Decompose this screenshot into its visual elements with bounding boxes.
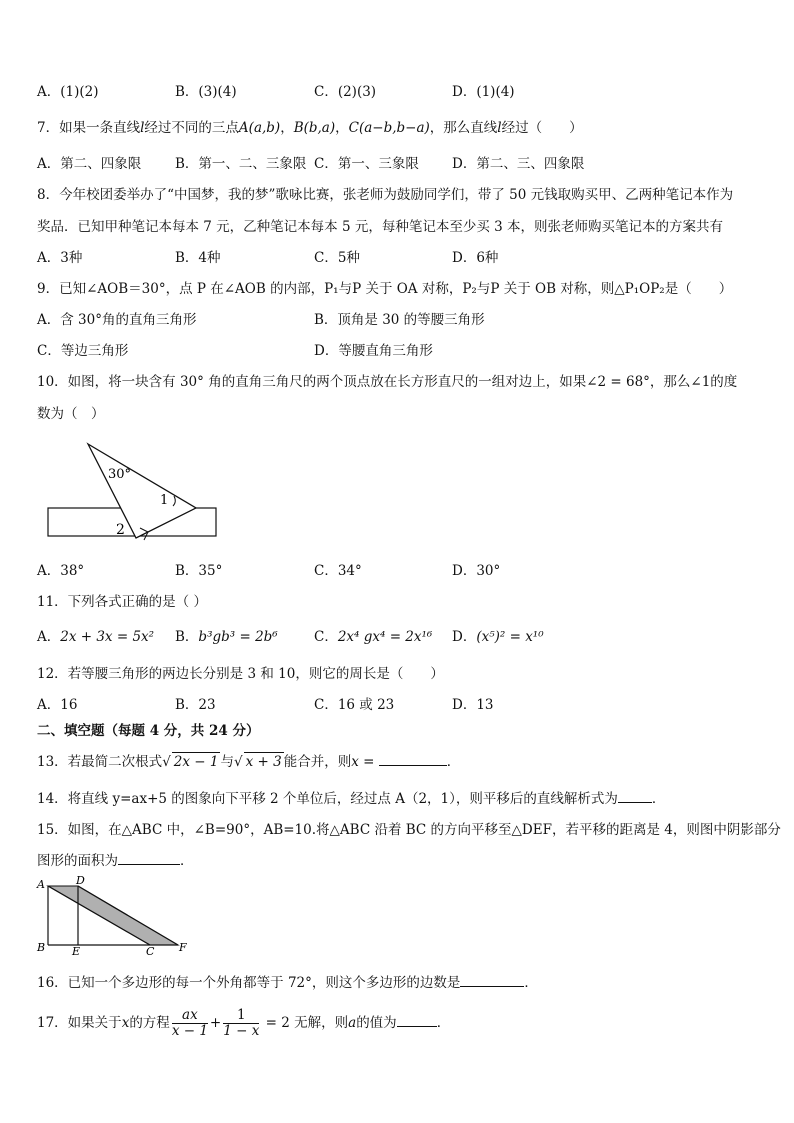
q7-point-b: B(b,a) — [293, 120, 336, 136]
q13-question — [37, 752, 460, 771]
segment-df — [78, 886, 178, 945]
q8-line1: 8．今年校团委举办了“中国梦，我的梦”歌咏比赛，张老师为鼓励同学们，带了 50 元钱取购买甲、乙两种笔记本作为 — [37, 187, 734, 203]
option-label: C． — [314, 629, 338, 645]
option-expression: b³gb³ = 2b⁶ — [198, 629, 278, 645]
label-d: D — [76, 876, 85, 887]
q9-option-c: C．等边三角形 — [37, 343, 129, 359]
sqrt-sign: √ — [162, 754, 171, 770]
q8-option-a: A．3种 — [37, 250, 83, 266]
q13-text: 13．若最简二次根式 — [37, 754, 163, 770]
q15-figure — [36, 876, 192, 956]
q8-option-d: D．6种 — [452, 250, 499, 266]
segment-ac — [48, 886, 150, 945]
q7-text: 7．如果一条直线 — [37, 120, 141, 136]
q13-text: 能合并，则 — [283, 754, 352, 770]
fraction-2 — [223, 1008, 259, 1039]
q11-question: 11．下列各式正确的是（ ） — [37, 594, 207, 610]
q10-line1: 10．如图，将一块含有 30° 角的直角三角尺的两个顶点放在长方形直尺的一组对边上，如果∠2 = 68°，那么∠1的度 — [37, 374, 738, 390]
fraction-numerator: 1 — [223, 1008, 259, 1024]
q7-point-c: C(a−b,b−a) — [348, 120, 430, 136]
q17-text: 的值为 — [356, 1015, 397, 1031]
label-e: E — [72, 945, 81, 956]
fraction-denominator: 1 − x — [223, 1023, 260, 1039]
answer-blank[interactable] — [118, 852, 180, 865]
q8-option-b: B．4种 — [175, 250, 221, 266]
q7-option-d: D．第二、三、四象限 — [452, 156, 585, 172]
q9-option-a: A．含 30°角的直角三角形 — [37, 312, 197, 328]
triangle-ruler — [88, 444, 196, 538]
q14-question — [37, 790, 665, 808]
q10-figure — [44, 440, 222, 542]
option-label: B． — [175, 629, 199, 645]
q10-line2: 数为（ ） — [37, 406, 105, 422]
q7-var-l: l — [140, 120, 145, 136]
q15-text: ． — [180, 853, 194, 869]
option-expression: 2x⁴ gx⁴ = 2x¹⁶ — [337, 629, 433, 645]
q17-operator: + — [209, 1015, 222, 1031]
q6-option-b: B．(3)(4) — [175, 84, 237, 100]
q17-text: 17．如果关于 — [37, 1015, 122, 1031]
answer-blank[interactable] — [379, 753, 447, 766]
q13-text: = — [358, 754, 379, 770]
q6-option-a: A．(1)(2) — [37, 84, 99, 100]
option-expression: 2x + 3x = 5x² — [60, 629, 155, 645]
q13-radicand-1: 2x − 1 — [173, 754, 219, 770]
q11-option-d — [452, 628, 544, 646]
q7-text: ，那么直线 — [429, 120, 498, 136]
q13-var-x: x — [351, 754, 359, 770]
q12-option-c: C．16 或 23 — [314, 697, 395, 713]
q7-text: 经过（ ） — [501, 120, 583, 136]
q7-option-b: B．第一、二、三象限 — [175, 156, 307, 172]
angle-2-label: 2 — [116, 522, 125, 538]
q15-line2 — [37, 852, 194, 870]
q9-option-d: D．等腰直角三角形 — [314, 343, 433, 359]
q17-question — [37, 1006, 450, 1040]
option-label: D． — [452, 629, 477, 645]
label-a: A — [37, 878, 45, 891]
q16-text: ． — [524, 975, 538, 991]
q11-option-b — [175, 628, 278, 646]
q17-var-x: x — [121, 1015, 130, 1031]
q7-point-a: A(a,b) — [238, 120, 281, 136]
fraction-numerator: ax — [172, 1008, 208, 1024]
option-expression: (x⁵)² = x¹⁰ — [476, 629, 544, 645]
q16-question — [37, 974, 538, 992]
q8-line2: 奖品．已知甲种笔记本每本 7 元，乙种笔记本每本 5 元，每种笔记本至少买 3 本，则张老师购买笔记本的方案共有 — [37, 219, 724, 235]
q10-option-d: D．30° — [452, 563, 501, 579]
q10-option-b: B．35° — [175, 563, 223, 579]
q15-line1: 15．如图，在△ABC 中，∠B=90°，AB=10.将△ABC 沿着 BC 的方向平移至△DEF，若平移的距离是 4，则图中阴影部分 — [37, 822, 781, 838]
q17-text: ． — [436, 1015, 451, 1031]
q13-radicand-2: x + 3 — [245, 754, 282, 770]
q13-text: 与 — [220, 754, 234, 770]
q11-option-c — [314, 628, 432, 646]
angle-1-label: 1 — [160, 493, 169, 508]
q17-var-a: a — [348, 1015, 357, 1031]
q16-text: 16．已知一个多边形的每一个外角都等于 72°，则这个多边形的边数是 — [37, 975, 461, 991]
q17-text: = 2 无解，则 — [261, 1015, 349, 1031]
fraction-1 — [172, 1008, 208, 1039]
q12-option-b: B．23 — [175, 697, 216, 713]
q8-option-c: C．5种 — [314, 250, 360, 266]
q9-option-b: B．顶角是 30 的等腰三角形 — [314, 312, 485, 328]
q7-var-l: l — [497, 120, 502, 136]
label-b: B — [37, 941, 46, 954]
q15-text: 图形的面积为 — [37, 853, 118, 869]
q7-separator: ， — [335, 120, 349, 136]
q12-option-d: D．13 — [452, 697, 494, 713]
option-label: A． — [37, 629, 61, 645]
q11-option-a — [37, 628, 154, 646]
q12-option-a: A．16 — [37, 697, 78, 713]
label-f: F — [179, 941, 187, 954]
q17-text: 的方程 — [129, 1015, 170, 1031]
answer-blank[interactable] — [618, 790, 652, 803]
q7-question — [37, 119, 583, 137]
q6-option-c: C．(2)(3) — [314, 84, 377, 100]
section-heading: 二、填空题（每题 4 分，共 24 分） — [37, 723, 260, 739]
sqrt-sign: √ — [233, 754, 243, 770]
q6-option-d: D．(1)(4) — [452, 84, 515, 100]
fraction-denominator: x − 1 — [171, 1023, 208, 1039]
q9-question: 9．已知∠AOB＝30°，点 P 在∠AOB 的内部，P₁与P 关于 OA 对称，P₂与P 关于 OB 对称，则△P₁OP₂是（ ） — [37, 281, 733, 297]
angle-30-label: 30° — [108, 467, 132, 482]
q10-option-c: C．34° — [314, 563, 362, 579]
q12-question: 12．若等腰三角形的两边长分别是 3 和 10，则它的周长是（ ） — [37, 666, 444, 682]
label-c: C — [146, 945, 155, 956]
answer-blank[interactable] — [460, 974, 524, 987]
q10-option-a: A．38° — [37, 563, 85, 579]
q13-text: ． — [446, 754, 461, 770]
q7-separator: ， — [280, 120, 294, 136]
shaded-region — [48, 886, 178, 945]
q7-option-a: A．第二、四象限 — [37, 156, 142, 172]
q14-text: 14．将直线 y=ax+5 的图象向下平移 2 个单位后，经过点 A（2，1），则平移后的直线解析式为 — [37, 791, 618, 807]
q7-text: 经过不同的三点 — [144, 120, 239, 136]
q14-text: ． — [651, 791, 666, 807]
q7-option-c: C．第一、三象限 — [314, 156, 419, 172]
answer-blank[interactable] — [397, 1014, 437, 1027]
